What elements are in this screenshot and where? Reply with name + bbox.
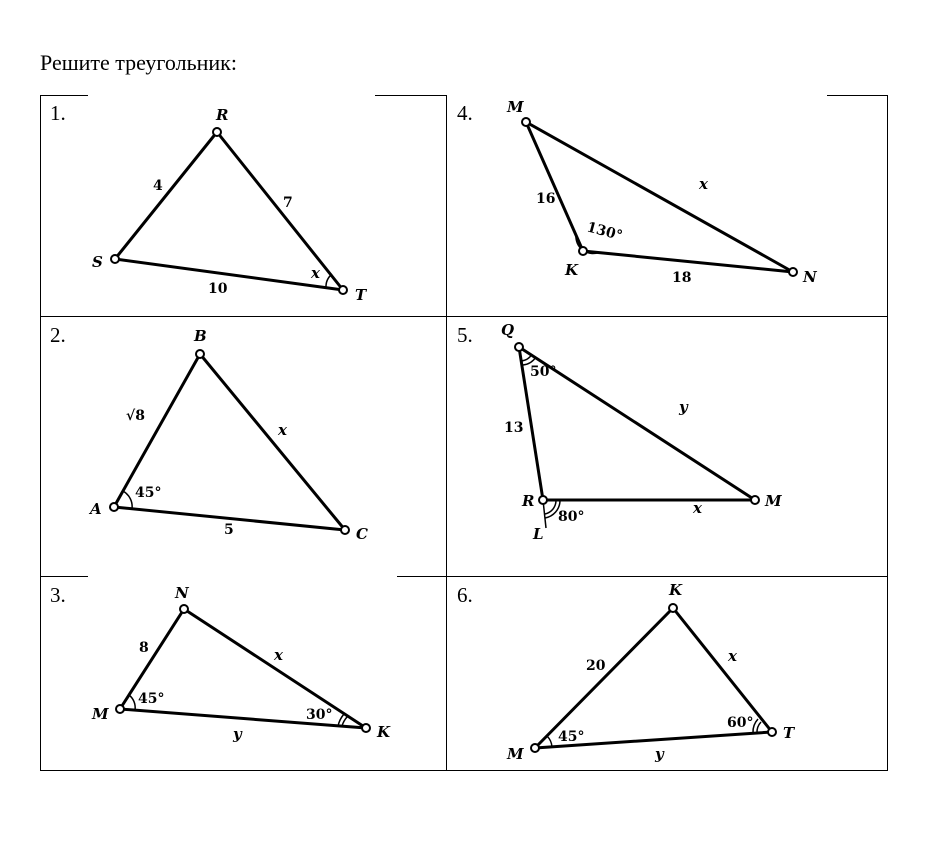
unknown-side-bc: x: [278, 421, 287, 439]
vertex-r: R: [216, 106, 229, 124]
vertex-k: K: [669, 581, 683, 599]
side-mk: 16: [536, 191, 556, 207]
vertex-m: M: [507, 745, 524, 763]
triangle-mkn-figure: [447, 95, 888, 316]
angle-k: 130°: [584, 219, 625, 245]
problem-number: 5.: [457, 323, 473, 347]
problem-2: [40, 317, 446, 576]
vertex-l: L: [533, 525, 544, 543]
problem-6: [447, 577, 888, 770]
page-title: Решите треугольник:: [40, 50, 237, 75]
vertex-r: R: [522, 492, 535, 510]
problem-number: 4.: [457, 101, 473, 125]
side-rs: 4: [153, 178, 163, 194]
triangle-qrm-figure: [447, 317, 888, 576]
vertex-m: M: [507, 98, 524, 116]
vertex-m: M: [92, 705, 109, 723]
side-mn: 8: [139, 640, 149, 656]
side-ab: √8: [126, 408, 145, 424]
side-st: 10: [208, 281, 228, 297]
unknown-side-mk: y: [233, 725, 242, 743]
angle-q: 50°: [530, 364, 557, 380]
vertex-c: C: [356, 525, 368, 543]
vertex-n: N: [803, 268, 817, 286]
problem-5: [447, 317, 888, 576]
vertex-s: S: [92, 253, 103, 271]
vertex-k: K: [377, 723, 391, 741]
vertex-t: T: [355, 286, 367, 304]
side-kn: 18: [672, 270, 692, 286]
triangle-kmt-figure: [447, 577, 888, 770]
angle-a: 45°: [135, 485, 162, 501]
angle-m: 45°: [138, 691, 165, 707]
vertex-n: N: [175, 584, 189, 602]
vertex-m: M: [765, 492, 782, 510]
triangle-rst-figure: [40, 95, 446, 316]
side-rt: 7: [283, 195, 293, 211]
unknown-side-nk: x: [274, 646, 283, 664]
problem-4: [447, 95, 888, 316]
problem-number: 2.: [50, 323, 66, 347]
problem-number: 6.: [457, 583, 473, 607]
vertex-k: K: [565, 261, 579, 279]
side-ac: 5: [224, 522, 234, 538]
unknown-side-kt: x: [728, 647, 737, 665]
vertex-t: T: [783, 724, 795, 742]
problem-number: 1.: [50, 101, 66, 125]
vertex-q: Q: [501, 321, 515, 339]
problem-3: [40, 577, 446, 770]
vertex-b: B: [194, 327, 207, 345]
angle-k: 30°: [306, 707, 333, 723]
side-km: 20: [586, 658, 606, 674]
unknown-side-qm: y: [679, 398, 688, 416]
angle-t: 60°: [727, 715, 754, 731]
triangle-abc-figure: [40, 317, 446, 576]
side-qr: 13: [504, 420, 524, 436]
vertex-a: A: [90, 500, 102, 518]
problem-1: [40, 95, 446, 316]
problem-number: 3.: [50, 583, 66, 607]
unknown-side-mn: x: [699, 175, 708, 193]
angle-r-exterior: 80°: [558, 509, 585, 525]
unknown-side-rm: x: [693, 499, 702, 517]
angle-m: 45°: [558, 729, 585, 745]
triangle-nmk-figure: [40, 577, 446, 770]
unknown-side-mt: y: [655, 745, 664, 763]
problem-grid: [40, 95, 888, 771]
unknown-angle-t: x: [311, 264, 320, 282]
